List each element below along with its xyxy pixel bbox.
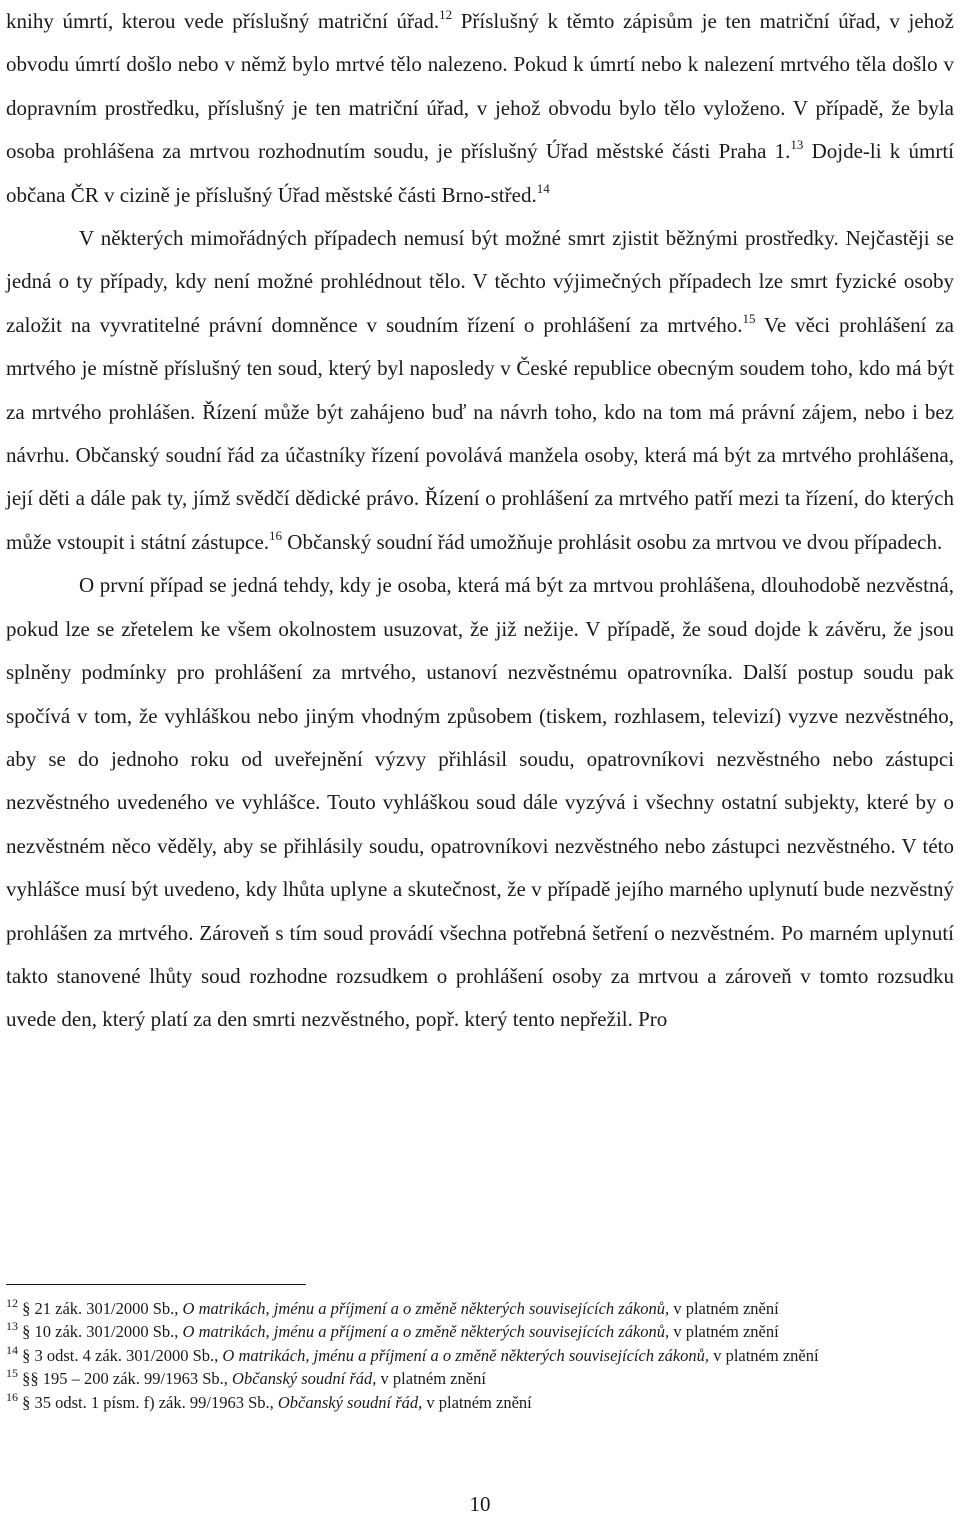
paragraph-3 xyxy=(6,564,954,1041)
footnote-number: 15 xyxy=(6,1366,18,1381)
body-text xyxy=(6,0,954,1042)
footnote-separator xyxy=(6,1284,306,1285)
paragraph-text: Dojde-li k úmrtí občana ČR v cizině je příslušný Úřad městské části Brno-střed. xyxy=(6,139,955,207)
footnote-ref-14[interactable]: 14 xyxy=(536,180,550,196)
paragraph-text: Příslušný k těmto zápisům je ten matriční úřad, v jehož obvodu úmrtí došlo nebo v němž bylo mrtvé tělo nalezeno. Pokud k úmrtí nebo k nalezení mrtvého těla došlo v dopravním prostředku, příslušný je ten matriční úřad, v jehož obvodu bylo tělo vyloženo. V případě, že byla osoba prohlášena za mrtvou rozhodnutím soudu, je příslušný Úřad městské části Praha 1. xyxy=(6,9,954,164)
paragraph-text: Ve věci prohlášení za mrtvého je místně příslušný ten soud, který byl naposledy v České republice obecným soudem toho, kdo má být za mrtvého prohlášen. Řízení může být zahájeno buď na návrh toho, kdo na tom má právní zájem, nebo i bez návrhu. Občanský soudní řád za účastníky řízení povolává manžela osoby, která má být za mrtvého prohlášena, její děti a dále pak ty, jímž svědčí dědické právo. Řízení o prohlášení za mrtvého patří mezi ta řízení, do kterých může vstoupit i státní zástupce. xyxy=(6,312,954,554)
footnote-ref-12[interactable]: 12 xyxy=(439,7,453,22)
paragraph-2 xyxy=(6,217,954,564)
footnote-title: O matrikách, jménu a příjmení a o změně některých souvisejících zákonů, xyxy=(222,1345,710,1365)
footnote-14 xyxy=(6,1344,954,1367)
paragraph-text: knihy úmrtí, kterou vede příslušný matriční úřad. xyxy=(6,9,440,33)
footnote-title: Občanský soudní řád, xyxy=(232,1369,377,1389)
footnotes xyxy=(6,1297,954,1414)
footnote-reference: 21 zák. 301/2000 Sb., xyxy=(30,1299,183,1318)
footnote-ref-15[interactable]: 15 xyxy=(742,310,756,326)
footnote-number: 12 xyxy=(6,1296,18,1310)
footnote-title: O matrikách, jménu a příjmení a o změně některých souvisejících zákonů, xyxy=(182,1299,670,1318)
footnote-12 xyxy=(6,1297,954,1320)
footnote-reference: 10 zák. 301/2000 Sb., xyxy=(30,1322,183,1342)
paragraph-text: Občanský soudní řád umožňuje prohlásit osobu za mrtvou ve dvou případech. xyxy=(282,529,943,554)
footnote-number: 14 xyxy=(6,1342,18,1357)
footnote-reference: 195 – 200 zák. 99/1963 Sb., xyxy=(38,1369,233,1389)
footnote-reference: 35 odst. 1 písm. f) zák. 99/1963 Sb., xyxy=(30,1392,278,1412)
section-sign: § xyxy=(22,1369,31,1389)
footnote-tail: v platném znění xyxy=(709,1345,819,1365)
footnote-ref-13[interactable]: 13 xyxy=(790,137,804,153)
paragraph-1 xyxy=(6,0,954,217)
section-sign: § xyxy=(22,1322,31,1342)
paragraph-text: V některých mimořádných případech nemusí být možné smrt zjistit běžnými prostředky. Nejčastěji se jedná o ty případy, kdy není možné prohlédnout tělo. V těchto výjimečných případech lze smrt fyzické osoby založit na vyvratitelné právní domněnce v soudním řízení o prohlášení za mrtvého. xyxy=(6,226,954,337)
footnote-tail: v platném znění xyxy=(669,1322,779,1342)
footnote-title: O matrikách, jménu a příjmení a o změně některých souvisejících zákonů, xyxy=(182,1322,670,1342)
footnote-15 xyxy=(6,1367,954,1390)
footnote-tail: v platném znění xyxy=(422,1392,532,1412)
footnote-tail: v platném znění xyxy=(376,1369,486,1389)
footnote-13 xyxy=(6,1320,954,1343)
section-sign: § xyxy=(22,1345,31,1365)
document-page xyxy=(6,0,955,1516)
page-number: 10 xyxy=(469,1492,491,1516)
footnote-reference: 3 odst. 4 zák. 301/2000 Sb., xyxy=(30,1345,223,1365)
footnote-number: 16 xyxy=(6,1389,18,1404)
paragraph-text: O první případ se jedná tehdy, kdy je osoba, která má být za mrtvou prohlášena, dlouhodobě nezvěstná, pokud lze se zřetelem ke všem okolnostem usuzovat, že již nežije. V případě, že soud dojde k závěru, že jsou splněny podmínky pro prohlášení za mrtvého, ustanoví nezvěstnému opatrovníka. Další postup soudu pak spočívá v tom, že vyhláškou nebo jiným vhodným způsobem (tiskem, rozhlasem, televizí) vyzve nezvěstného, aby se do jednoho roku od uveřejnění výzvy přihlásil soudu, opatrovníkovi nezvěstného nebo zástupci nezvěstného uvedeného ve vyhlášce. Touto vyhláškou soud dále vyzývá i všechny ostatní subjekty, které by o nezvěstném něco věděly, aby se přihlásily soudu, opatrovníkovi nezvěstného nebo zástupci nezvěstného. V této vyhlášce musí být uvedeno, kdy lhůta uplyne a skutečnost, že v případě jejího marného uplynutí bude nezvěstný prohlášen za mrtvého. Zároveň s tím soud provádí všechna potřebná šetření o nezvěstném. Po marném uplynutí takto stanovené lhůty soud rozhodne rozsudkem o prohlášení osoby za mrtvou a zároveň v tomto rozsudku uvede den, který platí za den smrti nezvěstného, popř. který tento nepřežil. Pro xyxy=(6,573,954,1032)
section-sign: § xyxy=(22,1392,31,1412)
section-sign: § xyxy=(30,1369,39,1389)
footnote-number: 13 xyxy=(6,1319,18,1334)
footnote-ref-16[interactable]: 16 xyxy=(269,527,283,543)
footnote-title: Občanský soudní řád, xyxy=(277,1392,423,1412)
section-sign: § xyxy=(22,1299,31,1318)
footnote-16 xyxy=(6,1391,954,1414)
footnote-tail: v platném znění xyxy=(669,1299,779,1318)
